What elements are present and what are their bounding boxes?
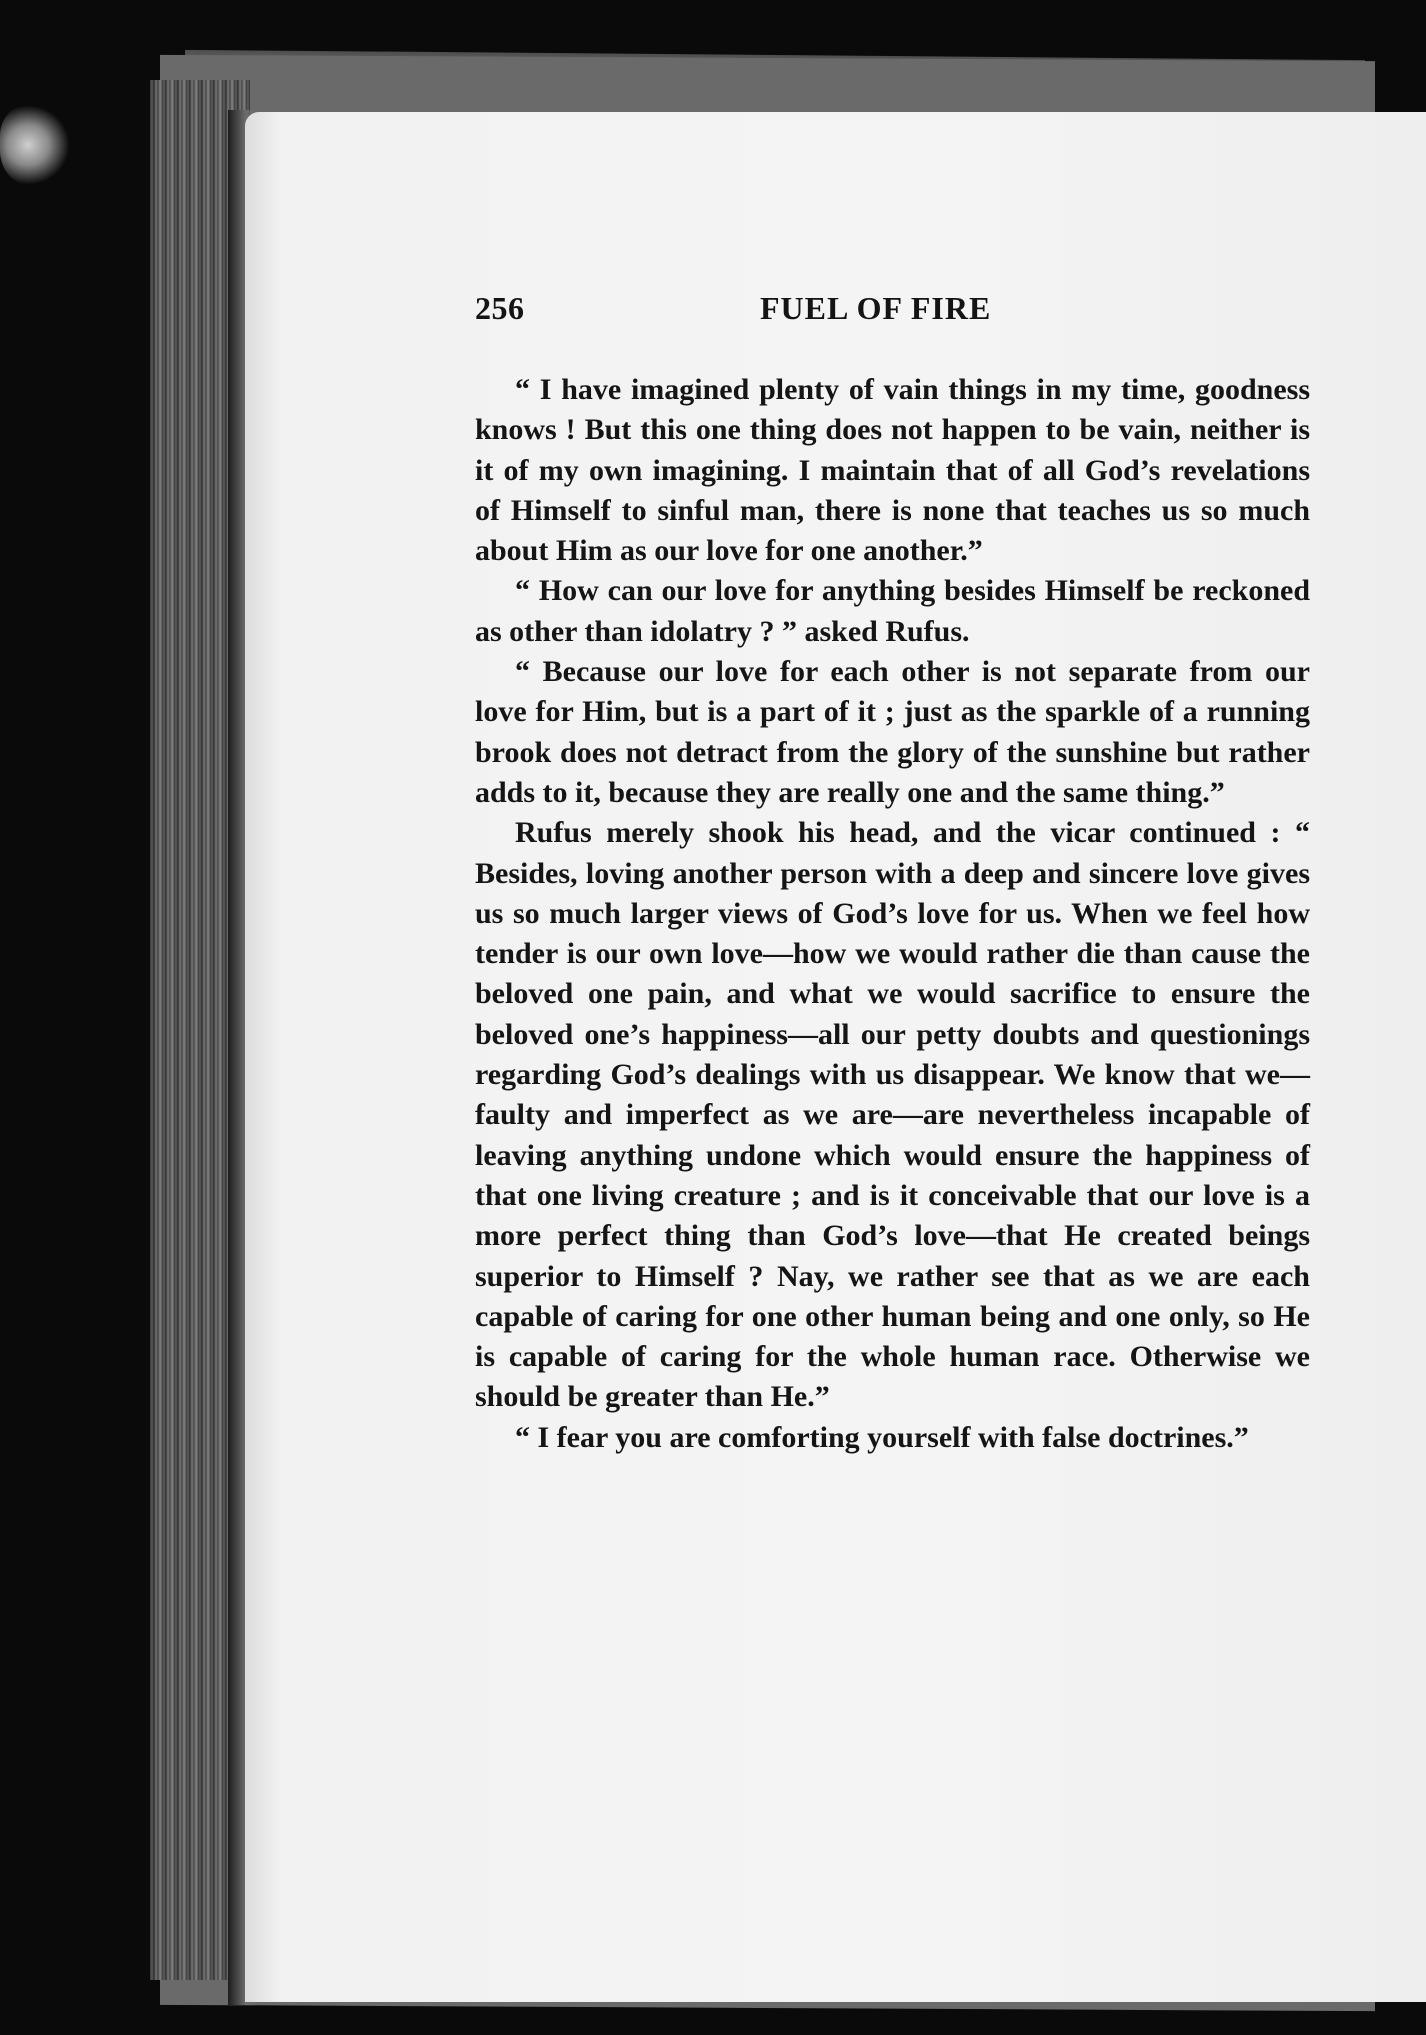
paragraph-4: Rufus merely shook his head, and the vicar continued : “ Besides, loving another person with a deep and sincere love gives us so much larger views of God’s love for us. When we feel how tender is our own love—how we would rather die than cause the beloved one pain, and what we would sacrifice to ensure the beloved one’s happiness—all our petty doubts and questionings regarding God’s dealings with us disappear. We know that we—faulty and imperfect as we are—are nevertheless incapable of leaving anything undone which would ensure the happiness of that one living creature ; and is it conceivable that our love is a more perfect thing than God’s love—that He created beings superior to Himself ? Nay, we rather see that as we are each capable of caring for one other human being and one only, so He is capable of caring for the whole human race. Otherwise we should be greater than He.” (475, 816, 1310, 1414)
page-number: 256 (475, 290, 525, 326)
paragraph-3: “ Because our love for each other is not separate from our love for Him, but is a part of it ; just as the sparkle of a running brook does not detract from the glory of the sunshine but rather adds to it, because they are really one and the same thing.” (475, 655, 1310, 809)
running-title: FUEL OF FIRE (760, 290, 992, 326)
paragraph-1: “ I have imagined plenty of vain things in my time, goodness knows ! But this one thing does not happen to be vain, neither is it of my own imagining. I maintain that of all God’s revelations of Himself to sinful man, there is none that teaches us so much about Him as our love for one another.” (475, 373, 1310, 568)
paragraph-5: “ I fear you are comforting yourself with false doctrines.” (515, 1420, 1249, 1454)
debris-speck (0, 105, 70, 185)
running-head (475, 290, 1310, 340)
body-text (475, 370, 1310, 1458)
paragraph-2: “ How can our love for anything besides Himself be reckoned as other than idolatry ? ” asked Rufus. (475, 574, 1310, 648)
